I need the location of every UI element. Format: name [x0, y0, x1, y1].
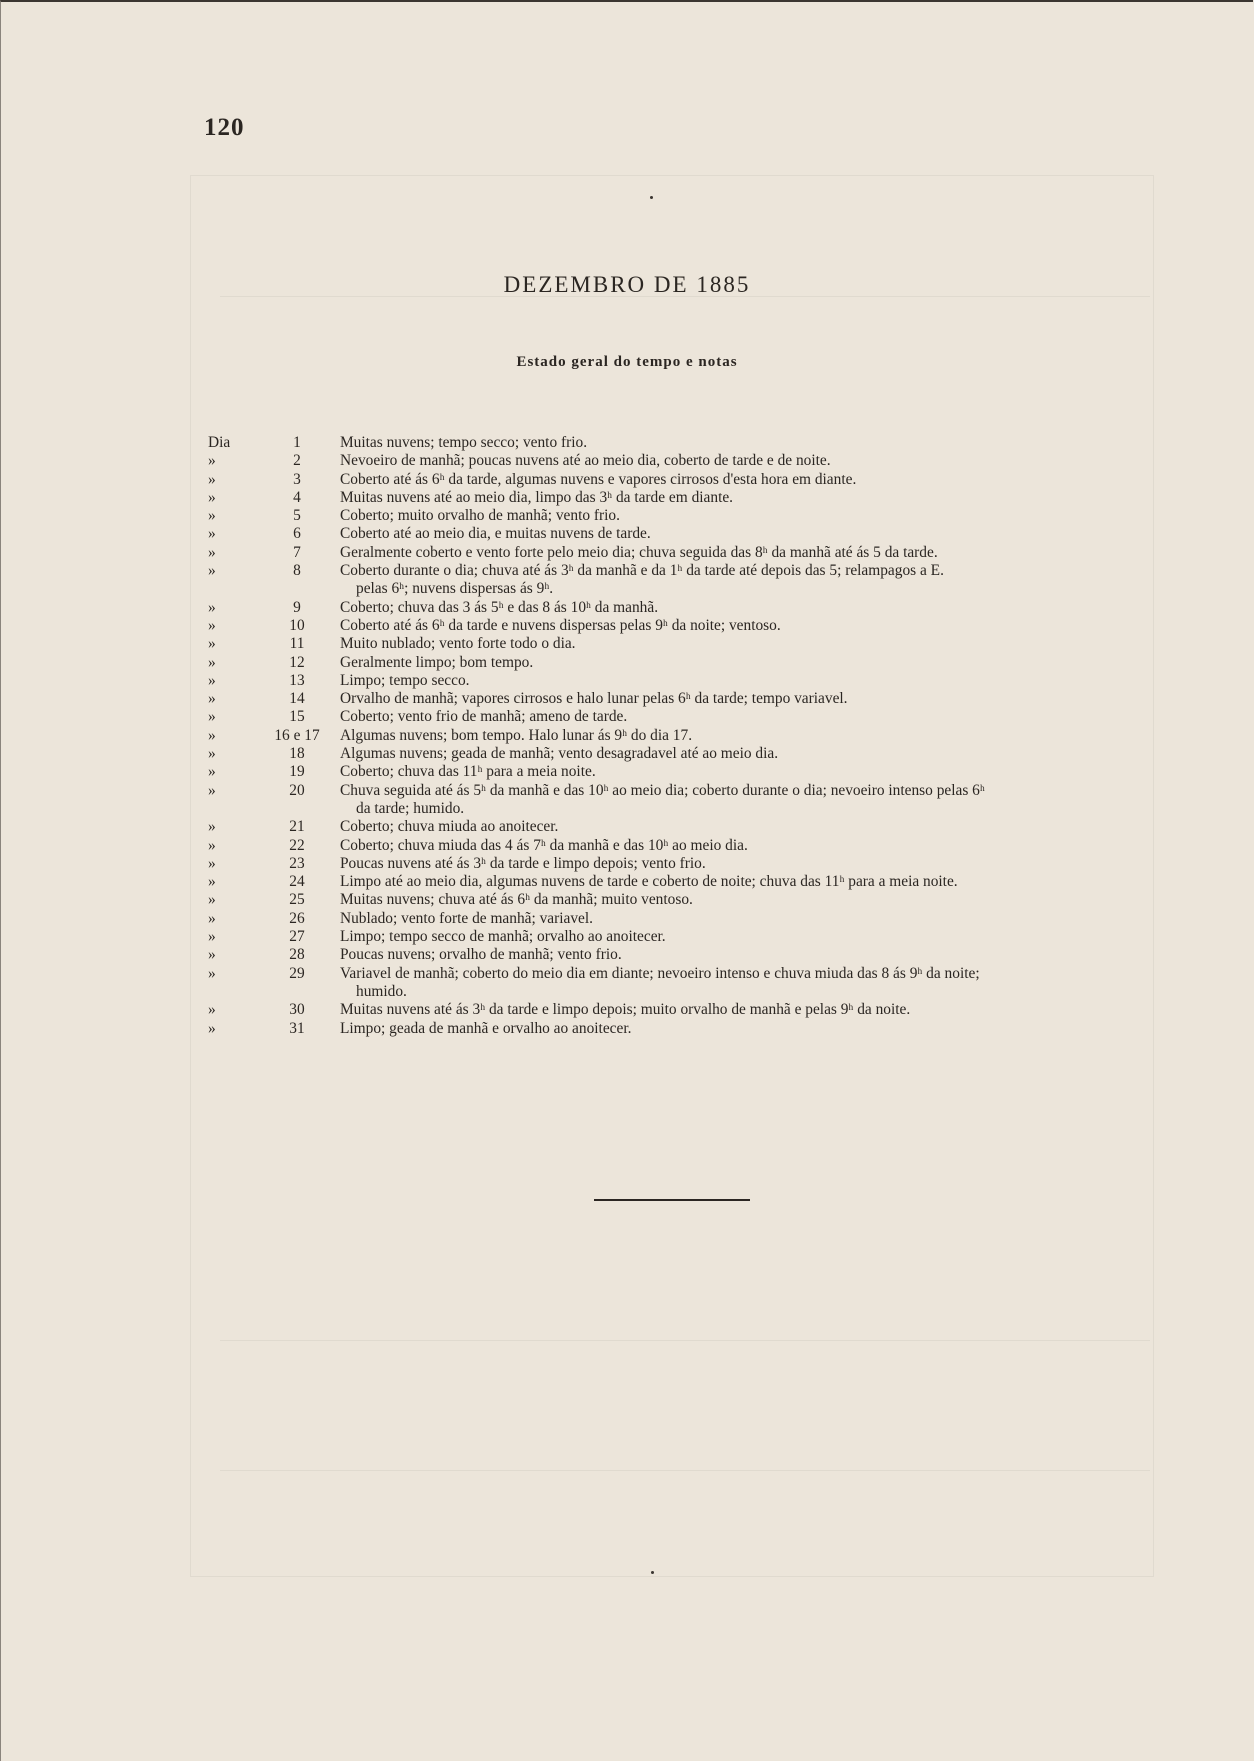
weather-entry — [208, 818, 1148, 836]
entry-notes — [330, 599, 1130, 617]
entry-notes — [330, 946, 1130, 964]
weather-entry — [208, 1001, 1148, 1019]
weather-entry — [208, 928, 1148, 946]
entry-notes — [330, 763, 1130, 781]
entry-notes — [330, 1001, 1130, 1019]
entry-notes-line: Geralmente limpo; bom tempo. — [340, 653, 534, 671]
entry-label: » — [208, 781, 216, 799]
entry-day: 18 — [289, 745, 305, 763]
entry-label: Dia — [208, 434, 231, 451]
entry-label: » — [208, 946, 216, 964]
entry-label: » — [208, 470, 216, 488]
entry-day: 6 — [293, 525, 301, 543]
entry-notes — [330, 928, 1130, 946]
entry-day: 31 — [289, 1019, 305, 1037]
entry-notes-line: Coberto até ás 6ʰ da tarde, algumas nuvens e vapores cirrosos d'esta hora em diante. — [340, 470, 857, 488]
weather-entry — [208, 452, 1148, 470]
entry-label: » — [208, 763, 216, 781]
weather-entry — [208, 727, 1148, 745]
entry-notes — [330, 525, 1130, 543]
entry-label: » — [208, 818, 216, 836]
entry-label: » — [208, 1001, 216, 1019]
page-number: 120 — [204, 114, 245, 141]
entry-notes — [330, 837, 1130, 855]
entry-notes — [330, 452, 1130, 470]
weather-entries-list — [208, 434, 1148, 1038]
entry-notes — [330, 489, 1130, 507]
entry-label: » — [208, 1019, 216, 1037]
weather-entry — [208, 635, 1148, 653]
closing-rule — [594, 1199, 750, 1201]
weather-entry — [208, 544, 1148, 562]
entry-notes-line: Geralmente coberto e vento forte pelo meio dia; chuva seguida das 8ʰ da manhã até ás 5 da tarde. — [340, 543, 938, 561]
weather-entry — [208, 837, 1148, 855]
entry-label: » — [208, 836, 216, 854]
entry-label: » — [208, 873, 216, 891]
entry-notes — [330, 708, 1130, 726]
entry-notes — [330, 672, 1130, 690]
entry-label: » — [208, 635, 216, 653]
entry-notes-line: Nevoeiro de manhã; poucas nuvens até ao meio dia, coberto de tarde e de noite. — [340, 452, 831, 470]
entry-day: 1 — [293, 434, 301, 451]
entry-label: » — [208, 507, 216, 525]
weather-entry — [208, 672, 1148, 690]
entry-day: 29 — [289, 964, 305, 982]
entry-notes-line: Algumas nuvens; geada de manhã; vento desagradavel até ao meio dia. — [340, 745, 779, 763]
entry-day: 20 — [289, 781, 305, 799]
entry-notes-line: Muitas nuvens; chuva até ás 6ʰ da manhã; muito ventoso. — [340, 891, 693, 909]
entry-day: 22 — [289, 836, 305, 854]
speck — [651, 1571, 654, 1574]
entry-label: » — [208, 525, 216, 543]
weather-entry — [208, 599, 1148, 617]
entry-notes — [330, 471, 1130, 489]
entry-day: 4 — [293, 488, 301, 506]
bleed-through-line — [220, 1470, 1150, 1471]
entry-notes — [330, 690, 1130, 708]
entry-label: » — [208, 671, 216, 689]
entry-notes-line: Muitas nuvens; tempo secco; vento frio. — [340, 434, 588, 451]
entry-day: 8 — [293, 562, 301, 580]
entry-notes — [330, 818, 1130, 836]
entry-notes-line: Algumas nuvens; bom tempo. Halo lunar ás 9ʰ do dia 17. — [340, 726, 693, 744]
entry-notes — [330, 782, 1130, 819]
entry-notes — [330, 434, 1130, 452]
entry-day: 9 — [293, 598, 301, 616]
entry-day: 11 — [289, 635, 305, 653]
entry-notes-line: Variavel de manhã; coberto do meio dia em diante; nevoeiro intenso e chuva miuda das 8 ás 9ʰ da noite; — [340, 964, 980, 982]
entry-notes-line: Coberto até ás 6ʰ da tarde e nuvens dispersas pelas 9ʰ da noite; ventoso. — [340, 616, 781, 634]
weather-entry — [208, 617, 1148, 635]
entry-day: 5 — [293, 507, 301, 525]
weather-entry — [208, 525, 1148, 543]
entry-day: 27 — [289, 928, 305, 946]
entry-notes — [330, 635, 1130, 653]
entry-notes-line: Limpo; geada de manhã e orvalho ao anoitecer. — [340, 1019, 632, 1037]
entry-day: 30 — [289, 1001, 305, 1019]
entry-notes-line: Coberto; chuva das 11ʰ para a meia noite. — [340, 763, 596, 781]
entry-day: 19 — [289, 763, 305, 781]
entry-notes — [330, 1020, 1130, 1038]
weather-entry — [208, 654, 1148, 672]
entry-notes-line: Orvalho de manhã; vapores cirrosos e halo lunar pelas 6ʰ da tarde; tempo variavel. — [340, 690, 848, 708]
entry-notes — [330, 544, 1130, 562]
entry-notes-line: Poucas nuvens; orvalho de manhã; vento frio. — [340, 946, 622, 964]
entry-notes-line: Coberto; muito orvalho de manhã; vento frio. — [340, 507, 620, 525]
entry-notes-line: Muitas nuvens até ás 3ʰ da tarde e limpo depois; muito orvalho de manhã e pelas 9ʰ da noite. — [340, 1001, 911, 1019]
entry-notes-line: Muito nublado; vento forte todo o dia. — [340, 635, 576, 653]
weather-entry — [208, 873, 1148, 891]
weather-entry — [208, 562, 1148, 599]
entry-day: 13 — [289, 671, 305, 689]
entry-label: » — [208, 562, 216, 580]
entry-notes-line: Poucas nuvens até ás 3ʰ da tarde e limpo depois; vento frio. — [340, 854, 706, 872]
entry-notes — [330, 891, 1130, 909]
entry-notes — [330, 507, 1130, 525]
section-subtitle: Estado geral do tempo e notas — [516, 354, 738, 370]
entry-notes — [330, 562, 1130, 599]
entry-notes-line: Muitas nuvens até ao meio dia, limpo das 3ʰ da tarde em diante. — [340, 488, 734, 506]
entry-notes-continuation: humido. — [356, 982, 407, 1000]
weather-entry — [208, 891, 1148, 909]
entry-notes — [330, 965, 1130, 1002]
weather-entry — [208, 782, 1148, 819]
entry-label: » — [208, 909, 216, 927]
entry-label: » — [208, 891, 216, 909]
page-title: DEZEMBRO DE 1885 — [503, 272, 751, 297]
entry-notes-continuation: pelas 6ʰ; nuvens dispersas ás 9ʰ. — [356, 580, 554, 598]
weather-entry — [208, 745, 1148, 763]
weather-entry — [208, 855, 1148, 873]
entry-notes-line: Nublado; vento forte de manhã; variavel. — [340, 909, 593, 927]
entry-label: » — [208, 452, 216, 470]
entry-notes-continuation: da tarde; humido. — [356, 799, 465, 817]
entry-notes-line: Coberto; chuva miuda das 4 ás 7ʰ da manhã e das 10ʰ ao meio dia. — [340, 836, 748, 854]
entry-label: » — [208, 690, 216, 708]
entry-day: 26 — [289, 909, 305, 927]
weather-entry — [208, 489, 1148, 507]
entry-notes — [330, 617, 1130, 635]
entry-label: » — [208, 708, 216, 726]
entry-day: 3 — [293, 470, 301, 488]
entry-label: » — [208, 745, 216, 763]
entry-notes — [330, 910, 1130, 928]
entry-notes-line: Coberto; chuva miuda ao anoitecer. — [340, 818, 559, 836]
entry-day: 2 — [293, 452, 301, 470]
speck — [650, 196, 653, 199]
entry-day: 16 e 17 — [274, 726, 320, 744]
entry-notes — [330, 745, 1130, 763]
entry-day: 23 — [289, 854, 305, 872]
entry-day: 12 — [289, 653, 305, 671]
entry-label: » — [208, 964, 216, 982]
entry-day: 14 — [289, 690, 305, 708]
weather-entry — [208, 434, 1148, 452]
entry-notes — [330, 873, 1130, 891]
entry-notes-line: Coberto; chuva das 3 ás 5ʰ e das 8 ás 10ʰ da manhã. — [340, 598, 659, 616]
entry-notes-line: Limpo; tempo secco de manhã; orvalho ao anoitecer. — [340, 928, 666, 946]
entry-label: » — [208, 616, 216, 634]
entry-label: » — [208, 726, 216, 744]
entry-label: » — [208, 543, 216, 561]
entry-notes-line: Limpo até ao meio dia, algumas nuvens de tarde e coberto de noite; chuva das 11ʰ para a meia noite. — [340, 873, 958, 891]
entry-notes — [330, 727, 1130, 745]
entry-notes-line: Coberto durante o dia; chuva até ás 3ʰ da manhã e da 1ʰ da tarde até depois das 5; relampagos a E. — [340, 562, 944, 580]
weather-entry — [208, 471, 1148, 489]
weather-entry — [208, 946, 1148, 964]
weather-entry — [208, 910, 1148, 928]
entry-label: » — [208, 928, 216, 946]
weather-entry — [208, 690, 1148, 708]
entry-notes — [330, 855, 1130, 873]
weather-entry — [208, 507, 1148, 525]
entry-notes-line: Limpo; tempo secco. — [340, 671, 470, 689]
entry-notes-line: Coberto; vento frio de manhã; ameno de tarde. — [340, 708, 628, 726]
weather-entry — [208, 1020, 1148, 1038]
bleed-through-line — [220, 1340, 1150, 1341]
entry-notes-line: Chuva seguida até ás 5ʰ da manhã e das 10ʰ ao meio dia; coberto durante o dia; nevoeiro intenso pelas 6ʰ — [340, 781, 985, 799]
entry-label: » — [208, 854, 216, 872]
entry-day: 25 — [289, 891, 305, 909]
weather-entry — [208, 763, 1148, 781]
entry-day: 21 — [289, 818, 305, 836]
entry-day: 24 — [289, 873, 305, 891]
entry-day: 28 — [289, 946, 305, 964]
entry-label: » — [208, 598, 216, 616]
weather-entry — [208, 708, 1148, 726]
entry-label: » — [208, 653, 216, 671]
entry-label: » — [208, 488, 216, 506]
weather-entry — [208, 965, 1148, 1002]
entry-day: 10 — [289, 616, 305, 634]
entry-notes — [330, 654, 1130, 672]
entry-day: 15 — [289, 708, 305, 726]
entry-notes-line: Coberto até ao meio dia, e muitas nuvens de tarde. — [340, 525, 651, 543]
entry-day: 7 — [293, 543, 301, 561]
